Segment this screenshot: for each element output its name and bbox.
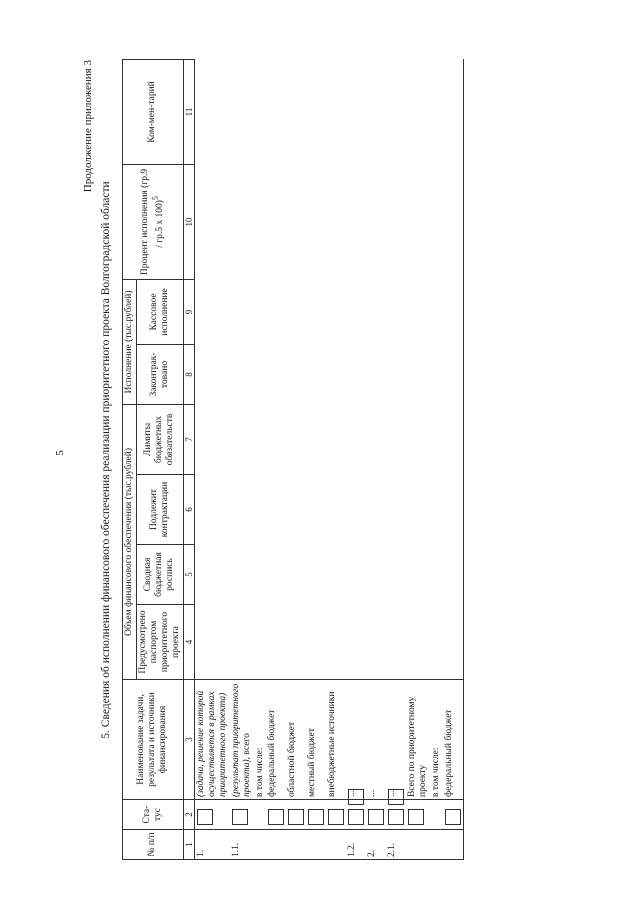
status-checkbox[interactable]	[268, 809, 284, 825]
data-cell	[306, 279, 326, 344]
table-row	[366, 59, 386, 859]
table-body	[194, 59, 463, 859]
rotated-sheet	[82, 60, 582, 860]
header-name: Наименование задачи, результата и источники финансирования	[123, 680, 184, 800]
status-cell	[430, 800, 443, 830]
column-number: 1	[183, 830, 194, 860]
data-cell	[286, 344, 306, 404]
status-checkbox[interactable]	[308, 809, 324, 825]
column-number: 11	[183, 59, 194, 164]
row-name-text: федеральный бюджет	[444, 709, 455, 797]
data-cell	[430, 59, 443, 164]
data-cell	[266, 59, 286, 164]
data-cell	[266, 279, 286, 344]
row-number	[443, 830, 464, 860]
row-name	[326, 680, 346, 800]
data-cell	[286, 279, 306, 344]
header-comment: Ком-мен-тарий	[123, 59, 184, 164]
row-name	[254, 680, 267, 800]
status-cell	[230, 800, 254, 830]
column-number: 5	[183, 545, 194, 605]
header-execution-group: Исполнение (тыс.рублей)	[123, 279, 137, 404]
row-number: 1.	[194, 830, 229, 860]
header-volume-group: Объем финансового обеспечения (тыс.рублей)	[123, 404, 137, 679]
data-cell	[346, 545, 366, 605]
data-cell	[266, 545, 286, 605]
row-name-text: в том числе:	[254, 747, 265, 797]
data-cell	[254, 404, 267, 474]
data-cell	[194, 475, 229, 545]
header-num: № п/п	[123, 830, 184, 860]
data-cell	[254, 164, 267, 279]
row-name-text: Всего по приоритетному проекту	[407, 696, 429, 797]
data-cell	[306, 164, 326, 279]
row-number	[406, 830, 430, 860]
data-cell	[194, 605, 229, 680]
data-cell	[230, 605, 254, 680]
table-row	[194, 59, 229, 859]
data-cell	[230, 344, 254, 404]
data-cell	[386, 279, 406, 344]
data-cell	[443, 475, 464, 545]
row-number	[306, 830, 326, 860]
data-cell	[286, 59, 306, 164]
table-row	[254, 59, 267, 859]
row-name	[366, 680, 386, 800]
table-row	[406, 59, 430, 859]
row-name-text: (задача, решение которой осуществляется в рамках приоритетного проекта)	[195, 690, 228, 797]
data-cell	[194, 164, 229, 279]
data-cell	[366, 475, 386, 545]
row-number	[430, 830, 443, 860]
status-cell	[386, 800, 406, 830]
data-cell	[306, 344, 326, 404]
status-cell	[194, 800, 229, 830]
data-cell	[406, 279, 430, 344]
header-percent: Процент исполнения (гр.9 / гр.5 x 100)$^5$	[123, 164, 184, 279]
row-name-text: областной бюджет	[287, 721, 298, 797]
data-cell	[266, 344, 286, 404]
row-name-text: (результат приоритетного проекта)	[230, 683, 252, 797]
row-number: 1.2.	[346, 830, 366, 860]
row-number	[286, 830, 306, 860]
row-name-text: ...	[367, 789, 378, 797]
header-contracted: Законтрак-товано	[136, 344, 183, 404]
row-name	[286, 680, 306, 800]
page-number: 5	[54, 450, 66, 456]
status-cell	[326, 800, 346, 830]
appendix-continuation: Продолжение приложения 3	[82, 60, 94, 193]
header-cash: Кассовое исполнение	[136, 279, 183, 344]
data-cell	[430, 605, 443, 680]
status-cell	[286, 800, 306, 830]
data-cell	[366, 404, 386, 474]
row-number	[266, 830, 286, 860]
status-checkbox[interactable]	[408, 809, 424, 825]
table-row	[386, 59, 406, 859]
column-number: 10	[183, 164, 194, 279]
data-cell	[306, 605, 326, 680]
data-cell	[443, 164, 464, 279]
row-name	[230, 680, 254, 800]
data-cell	[346, 279, 366, 344]
data-cell	[306, 59, 326, 164]
data-cell	[430, 545, 443, 605]
row-name-text: федеральный бюджет	[267, 709, 278, 797]
header-to-contract: Подлежит контрактации	[136, 475, 183, 545]
row-name-text: ...	[387, 789, 398, 797]
data-cell	[406, 475, 430, 545]
row-number	[254, 830, 267, 860]
row-name	[194, 680, 229, 800]
row-name-text: ...	[347, 789, 358, 797]
row-name	[406, 680, 430, 800]
data-cell	[254, 605, 267, 680]
column-number: 3	[183, 680, 194, 800]
finance-execution-table	[122, 59, 464, 860]
data-cell	[326, 59, 346, 164]
data-cell	[254, 545, 267, 605]
data-cell	[326, 279, 346, 344]
column-number-row	[183, 59, 194, 859]
data-cell	[366, 164, 386, 279]
data-cell	[230, 59, 254, 164]
data-cell	[386, 164, 406, 279]
row-name	[443, 680, 464, 800]
data-cell	[346, 164, 366, 279]
row-name-text: местный бюджет	[307, 728, 318, 797]
data-cell	[443, 279, 464, 344]
row-name	[306, 680, 326, 800]
data-cell	[406, 164, 430, 279]
status-cell	[406, 800, 430, 830]
data-cell	[386, 475, 406, 545]
table-row	[326, 59, 346, 859]
row-name	[430, 680, 443, 800]
data-cell	[230, 475, 254, 545]
data-cell	[406, 605, 430, 680]
data-cell	[386, 344, 406, 404]
data-cell	[366, 59, 386, 164]
data-cell	[230, 279, 254, 344]
data-cell	[266, 404, 286, 474]
data-cell	[326, 475, 346, 545]
data-cell	[266, 605, 286, 680]
data-cell	[194, 344, 229, 404]
data-cell	[326, 164, 346, 279]
data-cell	[406, 545, 430, 605]
data-cell	[430, 344, 443, 404]
data-cell	[230, 164, 254, 279]
data-cell	[326, 404, 346, 474]
data-cell	[406, 404, 430, 474]
data-cell	[286, 475, 306, 545]
table-row	[266, 59, 286, 859]
data-cell	[254, 59, 267, 164]
status-checkbox[interactable]	[388, 809, 404, 825]
data-cell	[286, 545, 306, 605]
status-cell	[443, 800, 464, 830]
table-row	[230, 59, 254, 859]
data-cell	[230, 404, 254, 474]
status-checkbox[interactable]	[288, 809, 304, 825]
status-cell	[366, 800, 386, 830]
section-title: 5. Сведения об исполнении финансового обеспечения реализации приоритетного проекта Волгоградской области	[100, 181, 112, 739]
row-name	[346, 680, 366, 800]
status-checkbox[interactable]	[197, 809, 213, 825]
column-number: 2	[183, 800, 194, 830]
table-row	[306, 59, 326, 859]
data-cell	[194, 59, 229, 164]
row-number	[326, 830, 346, 860]
data-cell	[326, 344, 346, 404]
data-cell	[386, 404, 406, 474]
data-cell	[230, 545, 254, 605]
data-cell	[386, 545, 406, 605]
row-name-text: в том числе:	[431, 747, 442, 797]
column-number: 7	[183, 404, 194, 474]
column-number: 9	[183, 279, 194, 344]
data-cell	[194, 404, 229, 474]
data-cell	[326, 545, 346, 605]
data-cell	[194, 545, 229, 605]
data-cell	[430, 279, 443, 344]
data-cell	[306, 404, 326, 474]
row-name	[266, 680, 286, 800]
column-number: 4	[183, 605, 194, 680]
data-cell	[443, 605, 464, 680]
data-cell	[266, 164, 286, 279]
data-cell	[443, 545, 464, 605]
data-cell	[406, 59, 430, 164]
header-passport: Предусмотрено паспортом приоритетного проекта	[136, 605, 183, 680]
status-cell	[254, 800, 267, 830]
data-cell	[366, 605, 386, 680]
data-cell	[346, 605, 366, 680]
data-cell	[346, 344, 366, 404]
status-cell	[346, 800, 366, 830]
data-cell	[366, 344, 386, 404]
row-number: 2.	[366, 830, 386, 860]
status-checkbox[interactable]	[368, 809, 384, 825]
row-number: 2.1.	[386, 830, 406, 860]
row-name	[386, 680, 406, 800]
status-checkbox[interactable]	[232, 809, 248, 825]
data-cell	[286, 404, 306, 474]
data-cell	[443, 404, 464, 474]
data-cell	[306, 475, 326, 545]
table-row	[346, 59, 366, 859]
data-cell	[286, 605, 306, 680]
data-cell	[366, 279, 386, 344]
data-cell	[254, 475, 267, 545]
row-number: 1.1.	[230, 830, 254, 860]
data-cell	[430, 164, 443, 279]
data-cell	[386, 59, 406, 164]
data-cell	[286, 164, 306, 279]
data-cell	[254, 279, 267, 344]
status-checkbox[interactable]	[348, 809, 364, 825]
table-row	[286, 59, 306, 859]
data-cell	[266, 475, 286, 545]
data-cell	[346, 59, 366, 164]
data-cell	[326, 605, 346, 680]
header-limits: Лимиты бюджетных обязательств	[136, 404, 183, 474]
header-budget-list: Сводная бюджетная роспись	[136, 545, 183, 605]
row-name-text: внебюджетные источники	[327, 691, 338, 797]
status-checkbox[interactable]	[445, 809, 461, 825]
column-number: 6	[183, 475, 194, 545]
table-row	[443, 59, 464, 859]
data-cell	[306, 545, 326, 605]
header-status: Ста-тус	[123, 800, 184, 830]
data-cell	[443, 344, 464, 404]
data-cell	[346, 404, 366, 474]
column-number: 8	[183, 344, 194, 404]
status-checkbox[interactable]	[328, 809, 344, 825]
status-cell	[266, 800, 286, 830]
data-cell	[346, 475, 366, 545]
table-row	[430, 59, 443, 859]
row-name-suffix: , всего	[241, 733, 252, 760]
status-cell	[306, 800, 326, 830]
data-cell	[254, 344, 267, 404]
data-cell	[443, 59, 464, 164]
data-cell	[194, 279, 229, 344]
data-cell	[430, 404, 443, 474]
data-cell	[386, 605, 406, 680]
data-cell	[406, 344, 430, 404]
data-cell	[366, 545, 386, 605]
data-cell	[430, 475, 443, 545]
